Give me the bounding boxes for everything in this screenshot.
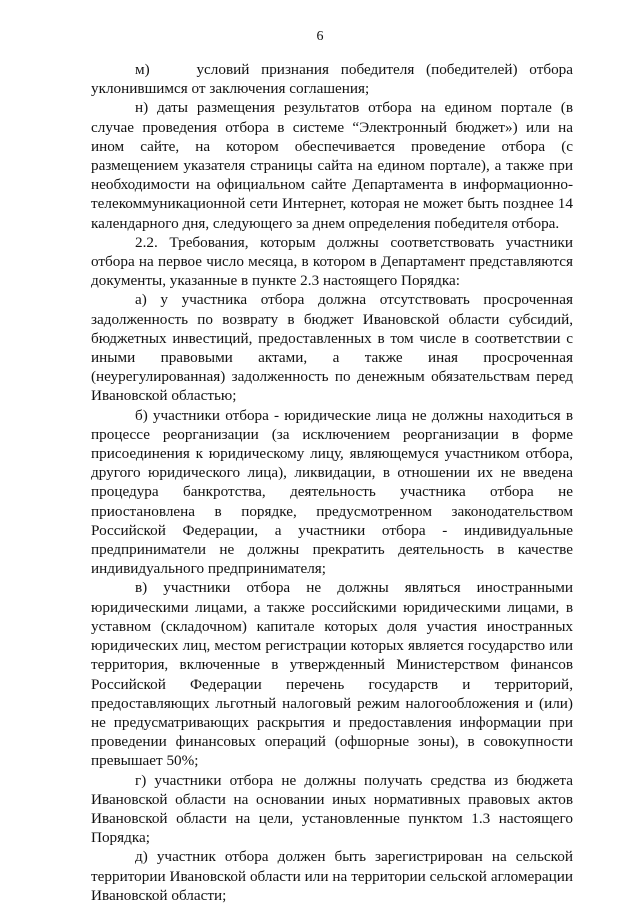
paragraph-a: а) у участника отбора должна отсутствовать просроченная задолженность по возврату в бюджет Ивановской области субсидий, бюджетных инвестиций, предоставленных в том числе в соответствии с иными правовыми актами, а также иная просроченная (неурегулированная) задолженность по денежным обязательствам перед Ивановской областью; bbox=[91, 291, 573, 405]
paragraph-v: в) участники отбора не должны являться иностранными юридическими лицами, а также российскими юридическими лицами, в уставном (складочном) капитале которых доля участия иностранных юридических лиц, местом регистрации которых является государство или территория, включенные в утвержденный Министерством финансов Российской Федерации перечень государств и территорий, предоставляющих льготный налоговый режим налогообложения и (или) не предусматривающих раскрытия и предоставления информации при проведении финансовых операций (офшорные зоны), в совокупности превышает 50%; bbox=[91, 579, 573, 770]
page-number: 6 bbox=[316, 29, 324, 44]
paragraph-d: д) участник отбора должен быть зарегистрирован на сельской территории Ивановской области или на территории сельской агломерации Ивановской области; bbox=[91, 848, 573, 904]
paragraph-m: м) условий признания победителя (победителей) отбора уклонившимся от заключения соглашения; bbox=[91, 61, 573, 98]
paragraph-g: г) участники отбора не должны получать средства из бюджета Ивановской области на основании иных нормативных правовых актов Ивановской области на цели, установленные пунктом 1.3 настоящего Порядка; bbox=[91, 771, 573, 847]
paragraph-b: б) участники отбора - юридические лица не должны находиться в процессе реорганизации (за исключением реорганизации в форме присоединения к юридическому лицу, являющемуся участником отбора, другого юридического лица), ликвидации, в отношении их не введена процедура банкротства, деятельность участника отбора не приостановлена в порядке, предусмотренном законодательством Российской Федерации, а участники отбора - индивидуальные предприниматели не должны прекратить деятельность в качестве индивидуального предпринимателя; bbox=[91, 406, 573, 578]
document-body bbox=[91, 60, 573, 905]
paragraph-2-2: 2.2. Требования, которым должны соответствовать участники отбора на первое число месяца, в котором в Департамент представляются документы, указанные в пункте 2.3 настоящего Порядка: bbox=[91, 233, 573, 290]
paragraph-n: н) даты размещения результатов отбора на едином портале (в случае проведения отбора в системе “Электронный бюджет») или на ином сайте, на котором обеспечивается проведение отбора (с размещением указателя страницы сайта на едином портале), а также при необходимости на официальном сайте Департамента в информационно-телекоммуникационной сети Интернет, которая не может быть позднее 14 календарного дня, следующего за днем определения победителя отбора. bbox=[91, 99, 573, 232]
